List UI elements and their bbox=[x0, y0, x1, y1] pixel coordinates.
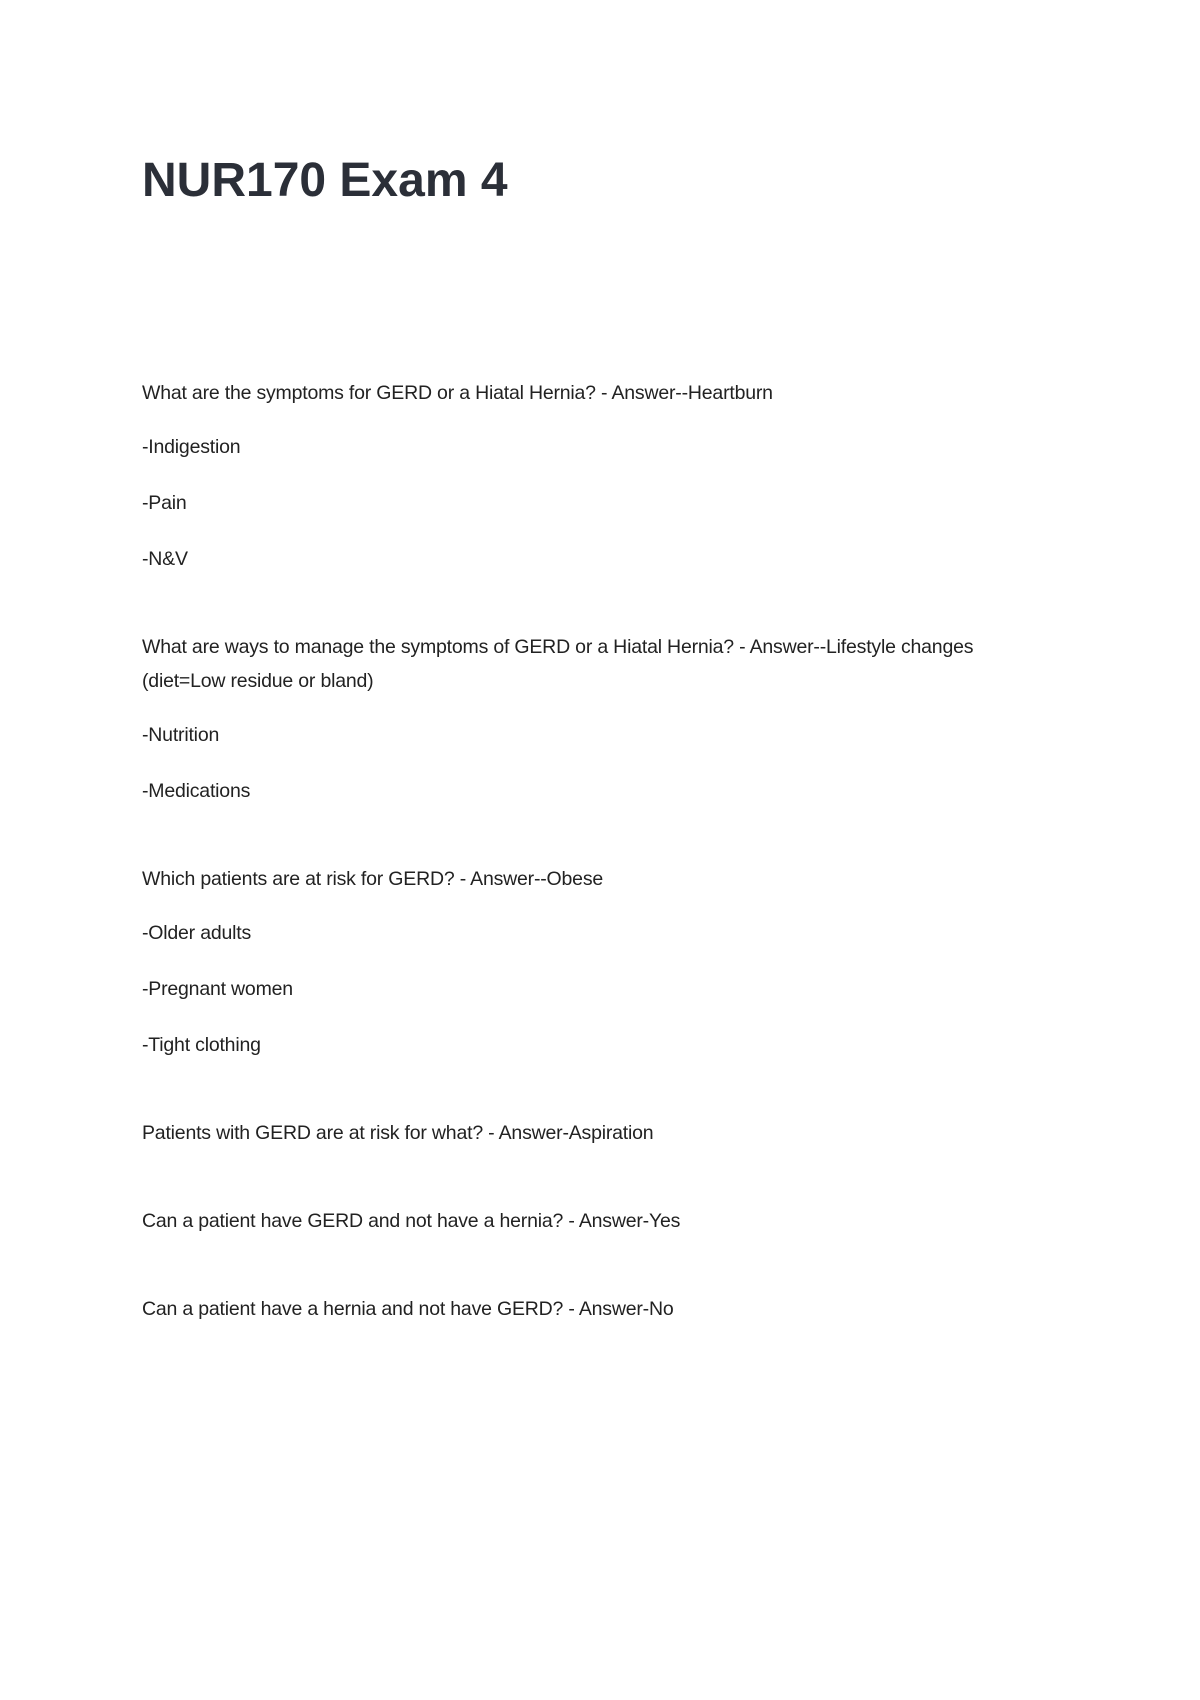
qa-answer-item: -Older adults bbox=[142, 922, 252, 944]
qa-answer-item: -N&V bbox=[142, 548, 188, 570]
qa-list bbox=[142, 376, 1022, 1380]
qa-question: Can a patient have GERD and not have a hernia? - Answer-Yes bbox=[142, 1210, 681, 1232]
qa-question: Which patients are at risk for GERD? - Answer--Obese bbox=[142, 868, 604, 890]
qa-answer-item: -Nutrition bbox=[142, 724, 220, 746]
qa-question: Can a patient have a hernia and not have GERD? - Answer-No bbox=[142, 1298, 674, 1320]
qa-question: Patients with GERD are at risk for what? - Answer-Aspiration bbox=[142, 1122, 654, 1144]
qa-item bbox=[142, 630, 1022, 808]
qa-item bbox=[142, 376, 1022, 576]
qa-item bbox=[142, 1116, 1022, 1150]
qa-answer-item: -Medications bbox=[142, 780, 251, 802]
qa-answer-item: -Tight clothing bbox=[142, 1034, 261, 1056]
qa-answer-item: -Indigestion bbox=[142, 436, 241, 458]
qa-item bbox=[142, 862, 1022, 1062]
qa-question: What are the symptoms for GERD or a Hiatal Hernia? - Answer--Heartburn bbox=[142, 382, 773, 404]
document-title: NUR170 Exam 4 bbox=[142, 154, 508, 207]
qa-answer-item: -Pain bbox=[142, 492, 187, 514]
qa-item bbox=[142, 1204, 1022, 1238]
qa-answer-item: -Pregnant women bbox=[142, 978, 293, 1000]
qa-item bbox=[142, 1292, 1022, 1326]
qa-question: What are ways to manage the symptoms of GERD or a Hiatal Hernia? - Answer--Lifestyle changes (diet=Low residue or bland) bbox=[142, 636, 974, 692]
